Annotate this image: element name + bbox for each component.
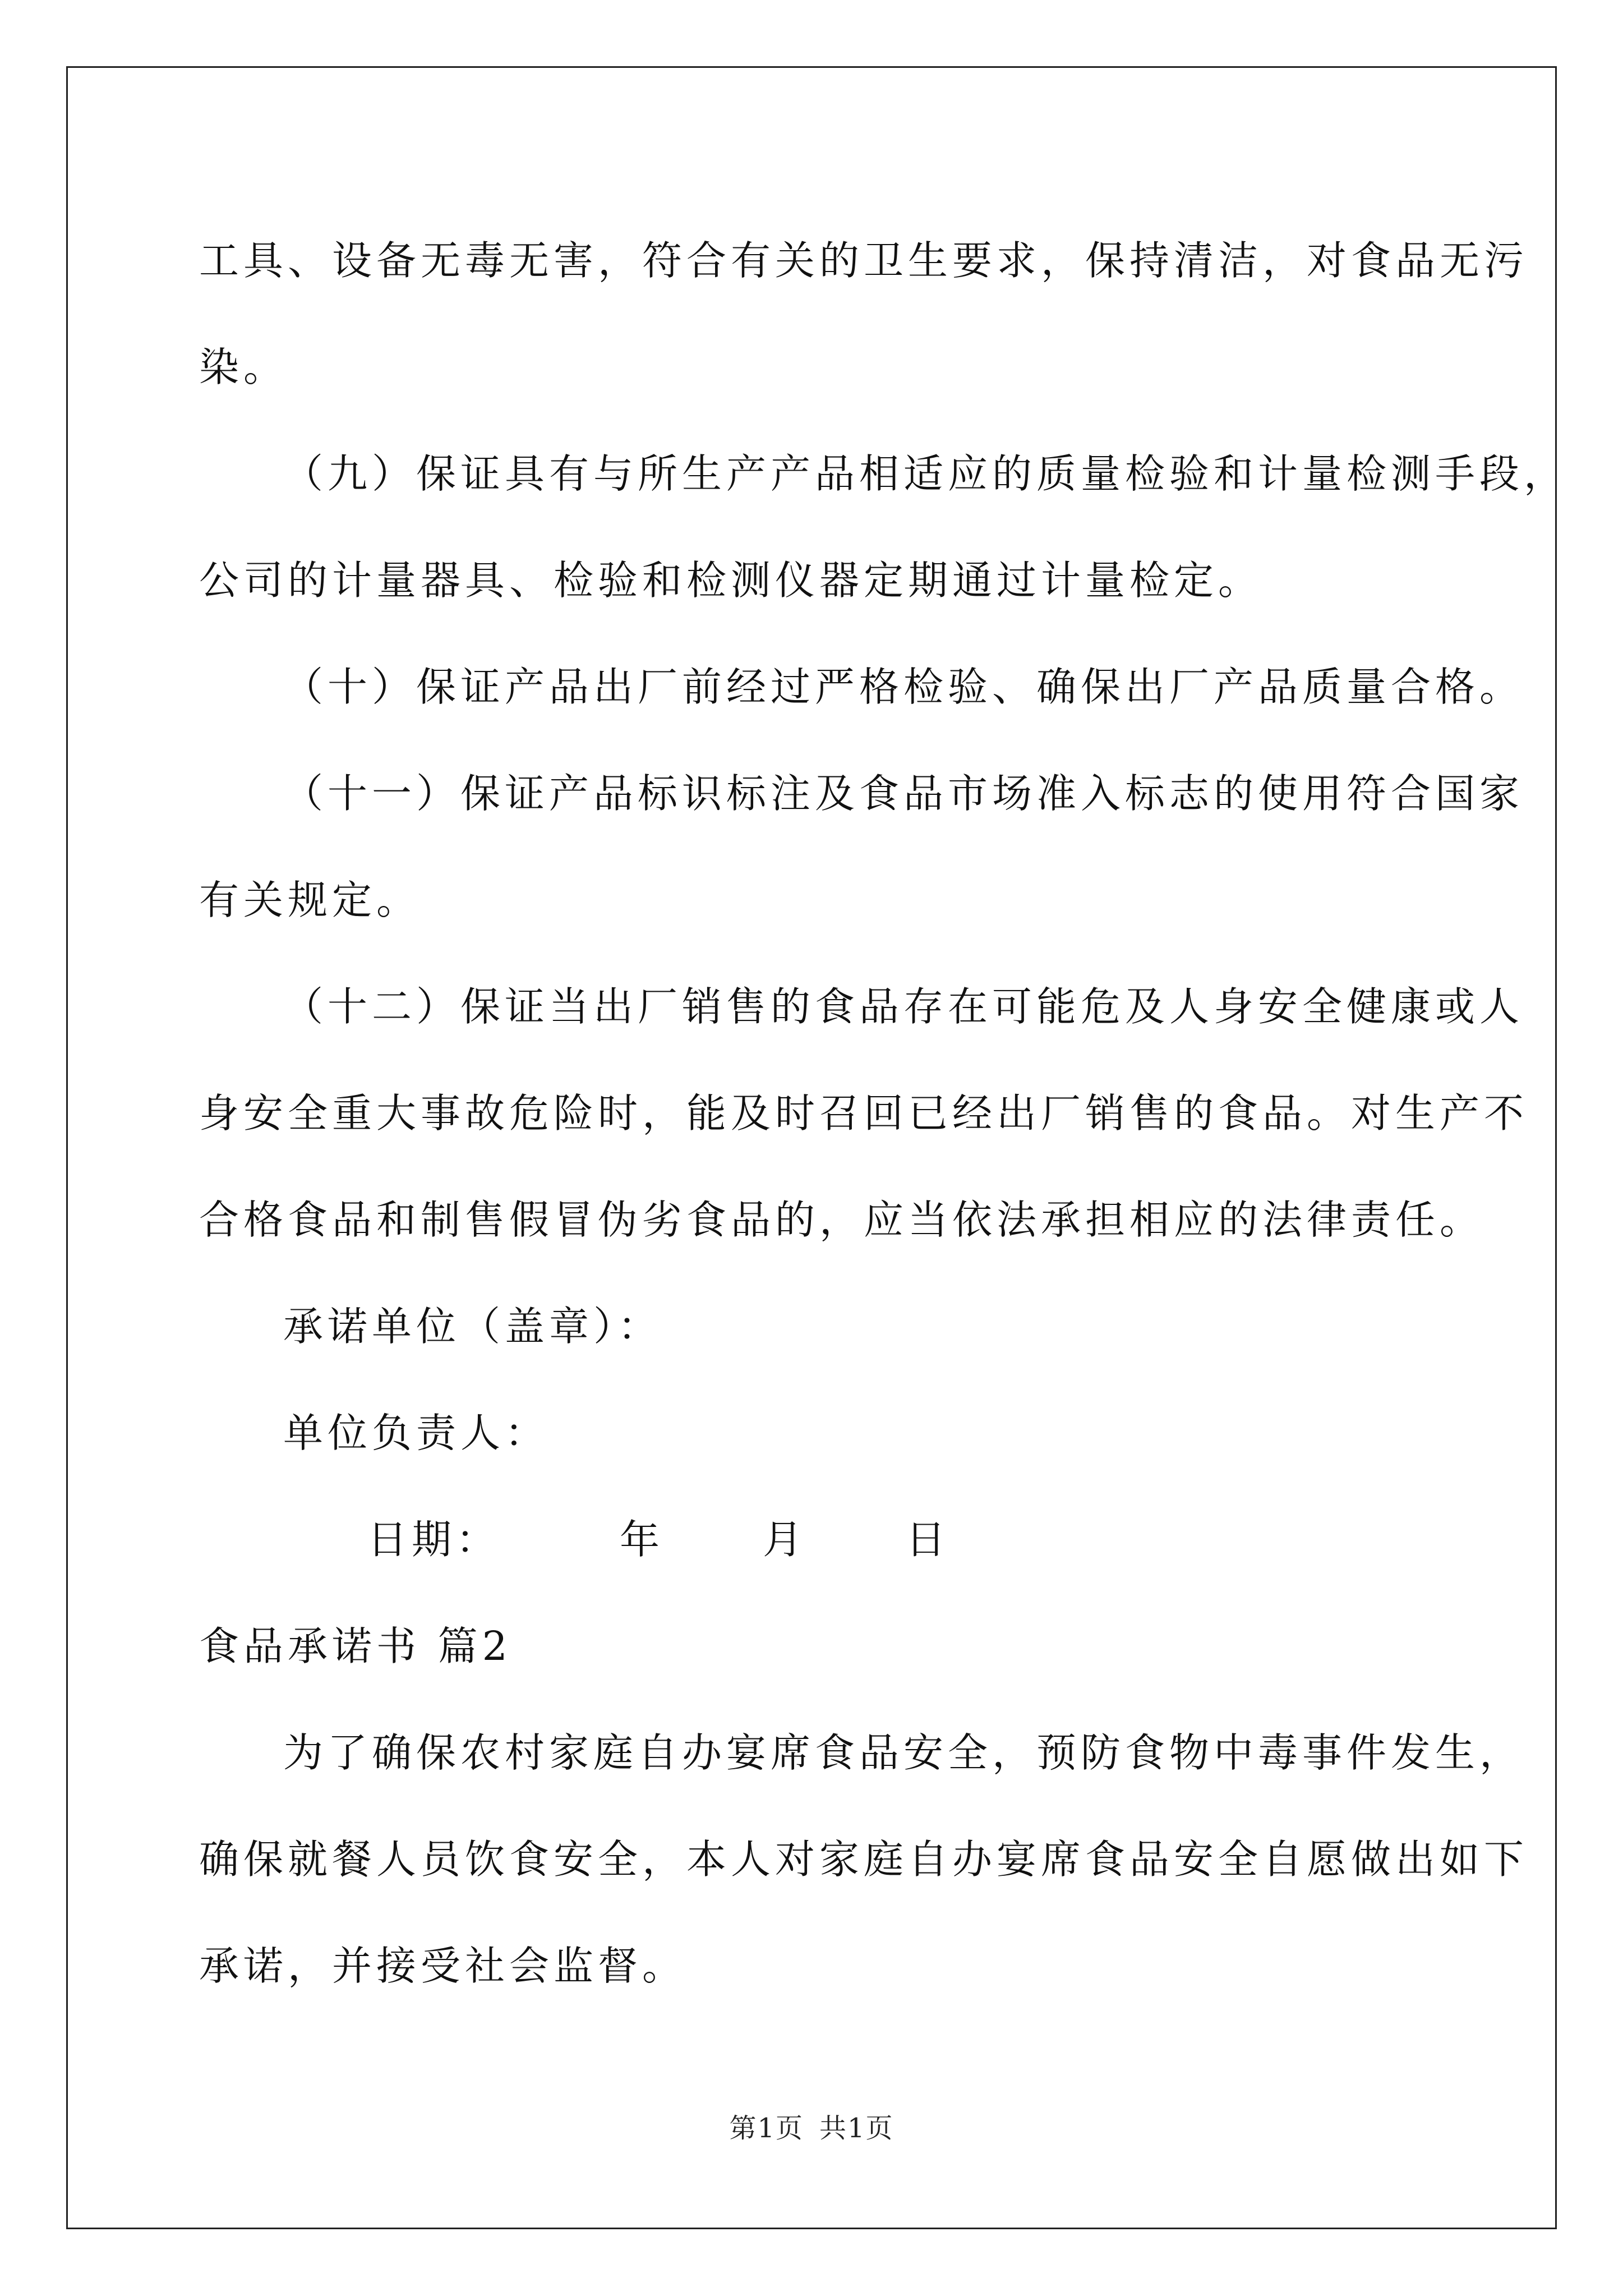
paragraph-line: 染。 (199, 344, 288, 390)
paragraph-line: （九）保证具有与所生产产品相适应的质量检验和计量检测手段， (283, 450, 1569, 497)
paragraph-line: 公司的计量器具、检验和检测仪器定期通过计量检定。 (199, 557, 1263, 604)
signing-unit-line: 承诺单位（盖章）： (283, 1303, 662, 1350)
paragraph-line: 有关规定。 (199, 877, 421, 923)
paragraph-line: 合格食品和制售假冒伪劣食品的，应当依法承担相应的法律责任。 (199, 1197, 1484, 1243)
unit-head-line: 单位负责人： (283, 1410, 550, 1456)
date-year: 年 (620, 1516, 665, 1563)
date-label: 日期： (367, 1516, 501, 1563)
section-heading: 食品承诺书 篇2 (199, 1623, 512, 1669)
page-footer (0, 2106, 1623, 2145)
paragraph-line: 确保就餐人员饮食安全，本人对家庭自办宴席食品安全自愿做出如下 (199, 1836, 1529, 1883)
page-number-current: 第1页 (729, 2113, 804, 2144)
date-line (199, 1487, 1433, 1593)
paragraph-line: （十一）保证产品标识标注及食品市场准入标志的使用符合国家 (283, 770, 1524, 817)
date-month: 月 (763, 1516, 808, 1563)
paragraph-line: 承诺，并接受社会监督。 (199, 1943, 687, 1989)
paragraph-line: （十二）保证当出厂销售的食品存在可能危及人身安全健康或人 (283, 983, 1524, 1030)
date-day: 日 (906, 1516, 951, 1563)
paragraph-line: 身安全重大事故危险时，能及时召回已经出厂销售的食品。对生产不 (199, 1090, 1529, 1137)
paragraph-line: 为了确保农村家庭自办宴席食品安全，预防食物中毒事件发生， (283, 1729, 1524, 1776)
page-number-total: 共1页 (819, 2113, 894, 2144)
paragraph-line: （十）保证产品出厂前经过严格检验、确保出厂产品质量合格。 (283, 664, 1524, 710)
paragraph-line: 工具、设备无毒无害，符合有关的卫生要求，保持清洁，对食品无污 (199, 237, 1529, 284)
document-body (199, 208, 1569, 2019)
